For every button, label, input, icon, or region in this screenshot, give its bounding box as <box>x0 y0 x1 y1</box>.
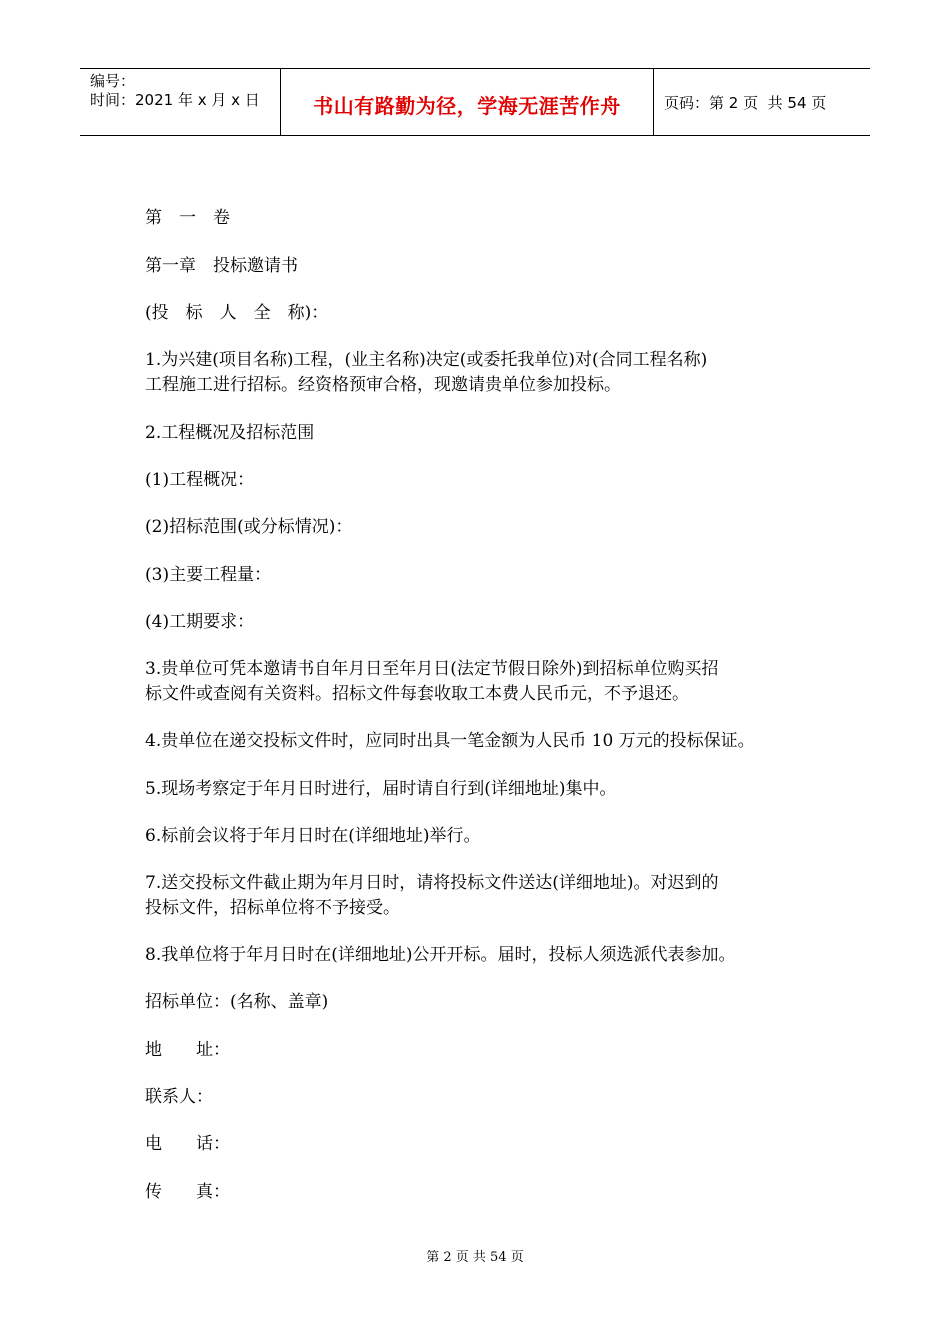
fax-line: 传 真： <box>145 1182 230 1202</box>
sub-item-1: (1)工程概况： <box>145 470 255 490</box>
item-1-line-1: 1.为兴建(项目名称)工程，(业主名称)决定(或委托我单位)对(合同工程名称) <box>145 350 708 370</box>
item-3-line-2: 标文件或查阅有关资料。招标文件每套收取工本费人民币元，不予退还。 <box>145 684 689 704</box>
page-label: 页码： <box>664 93 710 112</box>
issuer-line: 招标单位：(名称、盖章) <box>145 992 329 1012</box>
item-6: 6.标前会议将于年月日时在(详细地址)举行。 <box>145 826 481 846</box>
sub-item-3: (3)主要工程量： <box>145 565 272 585</box>
volume-title: 第 一 卷 <box>145 208 230 228</box>
document-header <box>80 68 870 136</box>
item-1-line-2: 工程施工进行招标。经资格预审合格，现邀请贵单位参加投标。 <box>145 375 621 395</box>
chapter-title: 第一章 投标邀请书 <box>145 256 298 276</box>
item-8: 8.我单位将于年月日时在(详细地址)公开开标。届时，投标人须选派代表参加。 <box>145 945 736 965</box>
item-4: 4.贵单位在递交投标文件时，应同时出具一笔金额为人民币 10 万元的投标保证。 <box>145 731 755 751</box>
sub-item-2: (2)招标范围(或分标情况)： <box>145 517 353 537</box>
address-line: 地 址： <box>145 1040 230 1060</box>
sub-item-4: (4)工期要求： <box>145 612 255 632</box>
header-meta-cell <box>80 69 281 135</box>
header-motto-cell <box>281 69 654 135</box>
motto-text: 书山有路勤为径，学海无涯苦作舟 <box>313 93 621 118</box>
item-7-line-2: 投标文件，招标单位将不予接受。 <box>145 898 400 918</box>
date-value: 2021 年 x 月 x 日 <box>135 91 260 109</box>
date-label: 时间： <box>90 91 136 109</box>
item-3-line-1: 3.贵单位可凭本邀请书自年月日至年月日(法定节假日除外)到招标单位购买招 <box>145 659 719 679</box>
page-footer: 第 2 页 共 54 页 <box>426 1250 524 1265</box>
date-row <box>90 91 280 110</box>
contact-line: 联系人： <box>145 1087 213 1107</box>
addressee: (投 标 人 全 称)： <box>145 303 329 323</box>
phone-line: 电 话： <box>145 1134 230 1154</box>
item-7-line-1: 7.送交投标文件截止期为年月日时，请将投标文件送达(详细地址)。对迟到的 <box>145 873 719 893</box>
page-total: 共 54 页 <box>767 93 827 112</box>
header-page-cell <box>654 69 870 135</box>
page-current: 第 2 页 <box>709 93 759 112</box>
item-5: 5.现场考察定于年月日时进行，届时请自行到(详细地址)集中。 <box>145 779 617 799</box>
item-2: 2.工程概况及招标范围 <box>145 423 315 443</box>
serial-number-label: 编号： <box>90 72 136 90</box>
